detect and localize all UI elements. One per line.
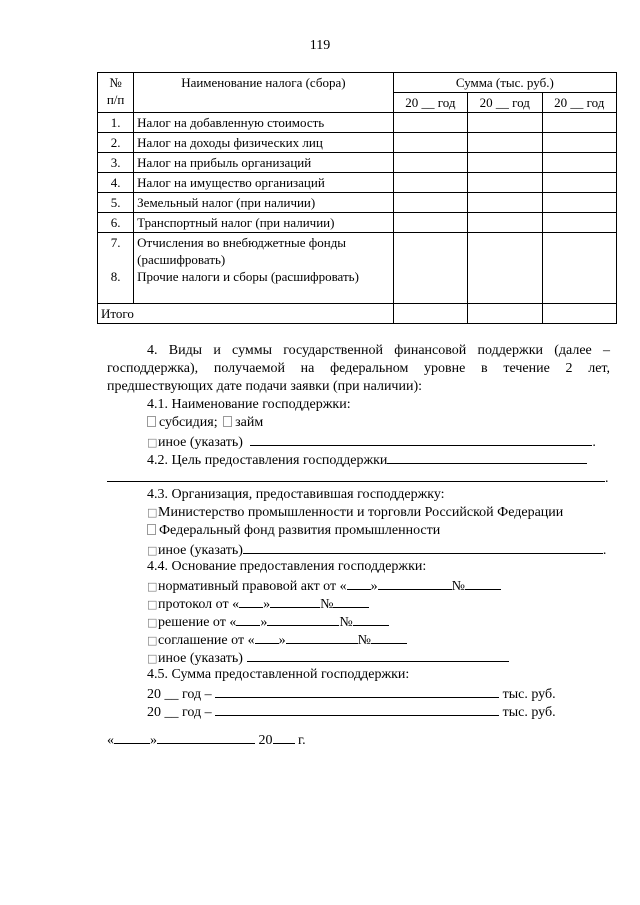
amount-cell[interactable] bbox=[468, 193, 542, 213]
year-prefix: 20 bbox=[258, 733, 273, 748]
row-tax-name: Налог на добавленную стоимость bbox=[134, 113, 393, 133]
year1-amount-line[interactable] bbox=[215, 684, 499, 698]
amount-cell[interactable] bbox=[542, 173, 617, 193]
row-number: 5. bbox=[98, 193, 134, 213]
number-input-line[interactable] bbox=[353, 612, 389, 626]
amount-cell[interactable] bbox=[542, 153, 617, 173]
row-tax-name: Транспортный налог (при наличии) bbox=[134, 213, 393, 233]
month-input-line[interactable] bbox=[157, 730, 255, 744]
s43-fund bbox=[107, 522, 610, 540]
other-checkbox-icon[interactable]: □ bbox=[147, 652, 158, 665]
agreement-checkbox-icon[interactable]: □ bbox=[147, 634, 158, 647]
amount-cell[interactable] bbox=[468, 153, 542, 173]
year2-label: 20 __ год – bbox=[147, 705, 212, 720]
amount-cell[interactable] bbox=[393, 213, 467, 233]
s41-other: □иное (указать) . bbox=[107, 432, 610, 450]
row-number: 3. bbox=[98, 153, 134, 173]
other-label: иное (указать) bbox=[158, 543, 243, 558]
amount-cell[interactable] bbox=[393, 133, 467, 153]
s44-decision bbox=[107, 612, 610, 630]
fund-label: Федеральный фонд развития промышленности bbox=[159, 523, 441, 538]
close-quote: » bbox=[278, 633, 286, 648]
amount-cell[interactable] bbox=[468, 113, 542, 133]
s43-ministry bbox=[107, 504, 610, 522]
amount-cell[interactable] bbox=[393, 233, 467, 304]
year2-amount-line[interactable] bbox=[215, 702, 499, 716]
row-tax-name: Налог на доходы физических лиц bbox=[134, 133, 393, 153]
row-number: 8. bbox=[110, 269, 121, 284]
open-quote: « bbox=[107, 733, 114, 748]
year1-label: 20 __ год – bbox=[147, 687, 212, 702]
other-label: иное (указать) bbox=[158, 651, 243, 666]
date-input-line[interactable] bbox=[378, 576, 452, 590]
table-row bbox=[98, 153, 617, 173]
date-input-line[interactable] bbox=[267, 612, 339, 626]
s42-line bbox=[107, 450, 610, 468]
close-quote: » bbox=[150, 733, 157, 748]
amount-cell[interactable] bbox=[542, 193, 617, 213]
number-sign: № bbox=[339, 615, 353, 630]
amount-cell[interactable] bbox=[468, 173, 542, 193]
other-checkbox-icon[interactable]: □ bbox=[147, 436, 158, 449]
row-number: 7. bbox=[110, 235, 121, 250]
number-sign: № bbox=[320, 597, 334, 612]
subsidy-checkbox[interactable] bbox=[147, 416, 156, 427]
table-row bbox=[98, 133, 617, 153]
s42-title: 4.2. Цель предоставления господдержки bbox=[147, 453, 388, 468]
s42-input-line-2[interactable] bbox=[107, 468, 605, 482]
s42-continuation: . bbox=[107, 468, 610, 486]
row-number: 6. bbox=[98, 213, 134, 233]
agreement-label: соглашение от « bbox=[158, 633, 255, 648]
table-row-merged bbox=[98, 233, 617, 304]
date-input-line[interactable] bbox=[286, 630, 358, 644]
day-input-line[interactable] bbox=[236, 612, 260, 626]
row-tax-name: Земельный налог (при наличии) bbox=[134, 193, 393, 213]
amount-cell[interactable] bbox=[393, 304, 467, 324]
table-row bbox=[98, 213, 617, 233]
ministry-label: Министерство промышленности и торговли Российской Федерации bbox=[158, 505, 564, 520]
loan-label: займ bbox=[235, 415, 264, 430]
number-sign: № bbox=[451, 579, 465, 594]
total-row bbox=[98, 304, 617, 324]
year-suffix: г. bbox=[298, 733, 306, 748]
s43-title: 4.3. Организация, предоставившая господдержку: bbox=[147, 487, 445, 502]
row-tax-name: Налог на имущество организаций bbox=[134, 173, 393, 193]
npa-checkbox-icon[interactable]: □ bbox=[147, 580, 158, 593]
amount-cell[interactable] bbox=[393, 113, 467, 133]
header-tax-name: Наименование налога (сбора) bbox=[134, 73, 393, 113]
close-quote: » bbox=[260, 615, 268, 630]
table-row bbox=[98, 193, 617, 213]
tax-table bbox=[97, 72, 617, 324]
unit-label: тыс. руб. bbox=[502, 705, 556, 720]
number-input-line[interactable] bbox=[371, 630, 407, 644]
header-year-1: 20 __ год bbox=[393, 93, 467, 113]
table-row bbox=[98, 173, 617, 193]
table-row bbox=[98, 113, 617, 133]
other-input-line[interactable] bbox=[247, 648, 509, 662]
protocol-checkbox-icon[interactable]: □ bbox=[147, 598, 158, 611]
row-tax-name: Отчисления во внебюджетные фонды (расшифровать) bbox=[137, 235, 347, 267]
number-input-line[interactable] bbox=[465, 576, 501, 590]
amount-cell[interactable] bbox=[393, 153, 467, 173]
year-input-line[interactable] bbox=[273, 730, 295, 744]
amount-cell[interactable] bbox=[542, 133, 617, 153]
ministry-checkbox-icon[interactable]: □ bbox=[147, 506, 158, 519]
other-checkbox-icon[interactable]: □ bbox=[147, 544, 158, 557]
s44-npa bbox=[107, 576, 610, 594]
s41-title: 4.1. Наименование господдержки: bbox=[147, 397, 351, 412]
number-sign: № bbox=[357, 633, 371, 648]
decision-checkbox-icon[interactable]: □ bbox=[147, 616, 158, 629]
amount-cell[interactable] bbox=[542, 233, 617, 304]
close-quote: » bbox=[263, 597, 271, 612]
day-input-line[interactable] bbox=[239, 594, 263, 608]
amount-cell[interactable] bbox=[468, 233, 542, 304]
other-label: иное (указать) bbox=[158, 435, 243, 450]
loan-checkbox[interactable] bbox=[223, 416, 232, 427]
date-input-line[interactable] bbox=[270, 594, 320, 608]
fund-checkbox[interactable] bbox=[147, 524, 156, 535]
row-number: 1. bbox=[98, 113, 134, 133]
day-input-line[interactable] bbox=[114, 730, 150, 744]
row-tax-name: Налог на прибыль организаций bbox=[134, 153, 393, 173]
row-tax-name-merged bbox=[134, 233, 393, 304]
header-year-3: 20 __ год bbox=[542, 93, 617, 113]
decision-label: решение от « bbox=[158, 615, 237, 630]
amount-cell[interactable] bbox=[468, 133, 542, 153]
s44-protocol bbox=[107, 594, 610, 612]
total-label: Итого bbox=[98, 304, 394, 324]
s43-other: □иное (указать) . bbox=[107, 540, 610, 558]
amount-cell[interactable] bbox=[542, 304, 617, 324]
page-number: 119 bbox=[309, 38, 331, 53]
header-year-2: 20 __ год bbox=[468, 93, 542, 113]
amount-cell[interactable] bbox=[542, 113, 617, 133]
header-sum: Сумма (тыс. руб.) bbox=[393, 73, 616, 93]
subsidy-label: субсидия; bbox=[159, 415, 218, 430]
amount-cell[interactable] bbox=[468, 213, 542, 233]
unit-label: тыс. руб. bbox=[502, 687, 556, 702]
s45-year1 bbox=[107, 684, 610, 702]
amount-cell[interactable] bbox=[468, 304, 542, 324]
amount-cell[interactable] bbox=[542, 213, 617, 233]
npa-label: нормативный правовой акт от « bbox=[158, 579, 347, 594]
s44-title: 4.4. Основание предоставления господдержки: bbox=[147, 559, 427, 574]
s42-input-line[interactable] bbox=[387, 450, 587, 464]
row-number: 4. bbox=[98, 173, 134, 193]
other-input-line[interactable] bbox=[243, 540, 603, 554]
day-input-line[interactable] bbox=[347, 576, 371, 590]
signature-date bbox=[107, 730, 610, 748]
s45-title: 4.5. Сумма предоставленной господдержки: bbox=[147, 667, 410, 682]
protocol-label: протокол от « bbox=[158, 597, 240, 612]
row-number-merged bbox=[98, 233, 134, 304]
s44-agreement bbox=[107, 630, 610, 648]
header-number: № п/п bbox=[98, 73, 134, 113]
amount-cell[interactable] bbox=[393, 193, 467, 213]
close-quote: » bbox=[370, 579, 378, 594]
day-input-line[interactable] bbox=[255, 630, 279, 644]
row-number: 2. bbox=[98, 133, 134, 153]
row-tax-name: Прочие налоги и сборы (расшифровать) bbox=[137, 269, 359, 284]
other-input-line[interactable] bbox=[250, 432, 592, 446]
amount-cell[interactable] bbox=[393, 173, 467, 193]
s44-other bbox=[107, 648, 610, 666]
section-4-intro: 4. Виды и суммы государственной финансовой поддержки (далее – господдержка), получаемой на федеральном уровне в течение 2 лет, предшествующих дате подачи заявки (при наличии): bbox=[107, 343, 610, 394]
number-input-line[interactable] bbox=[333, 594, 369, 608]
s45-year2 bbox=[107, 702, 610, 720]
s41-options bbox=[107, 414, 610, 432]
section-4 bbox=[107, 342, 610, 720]
